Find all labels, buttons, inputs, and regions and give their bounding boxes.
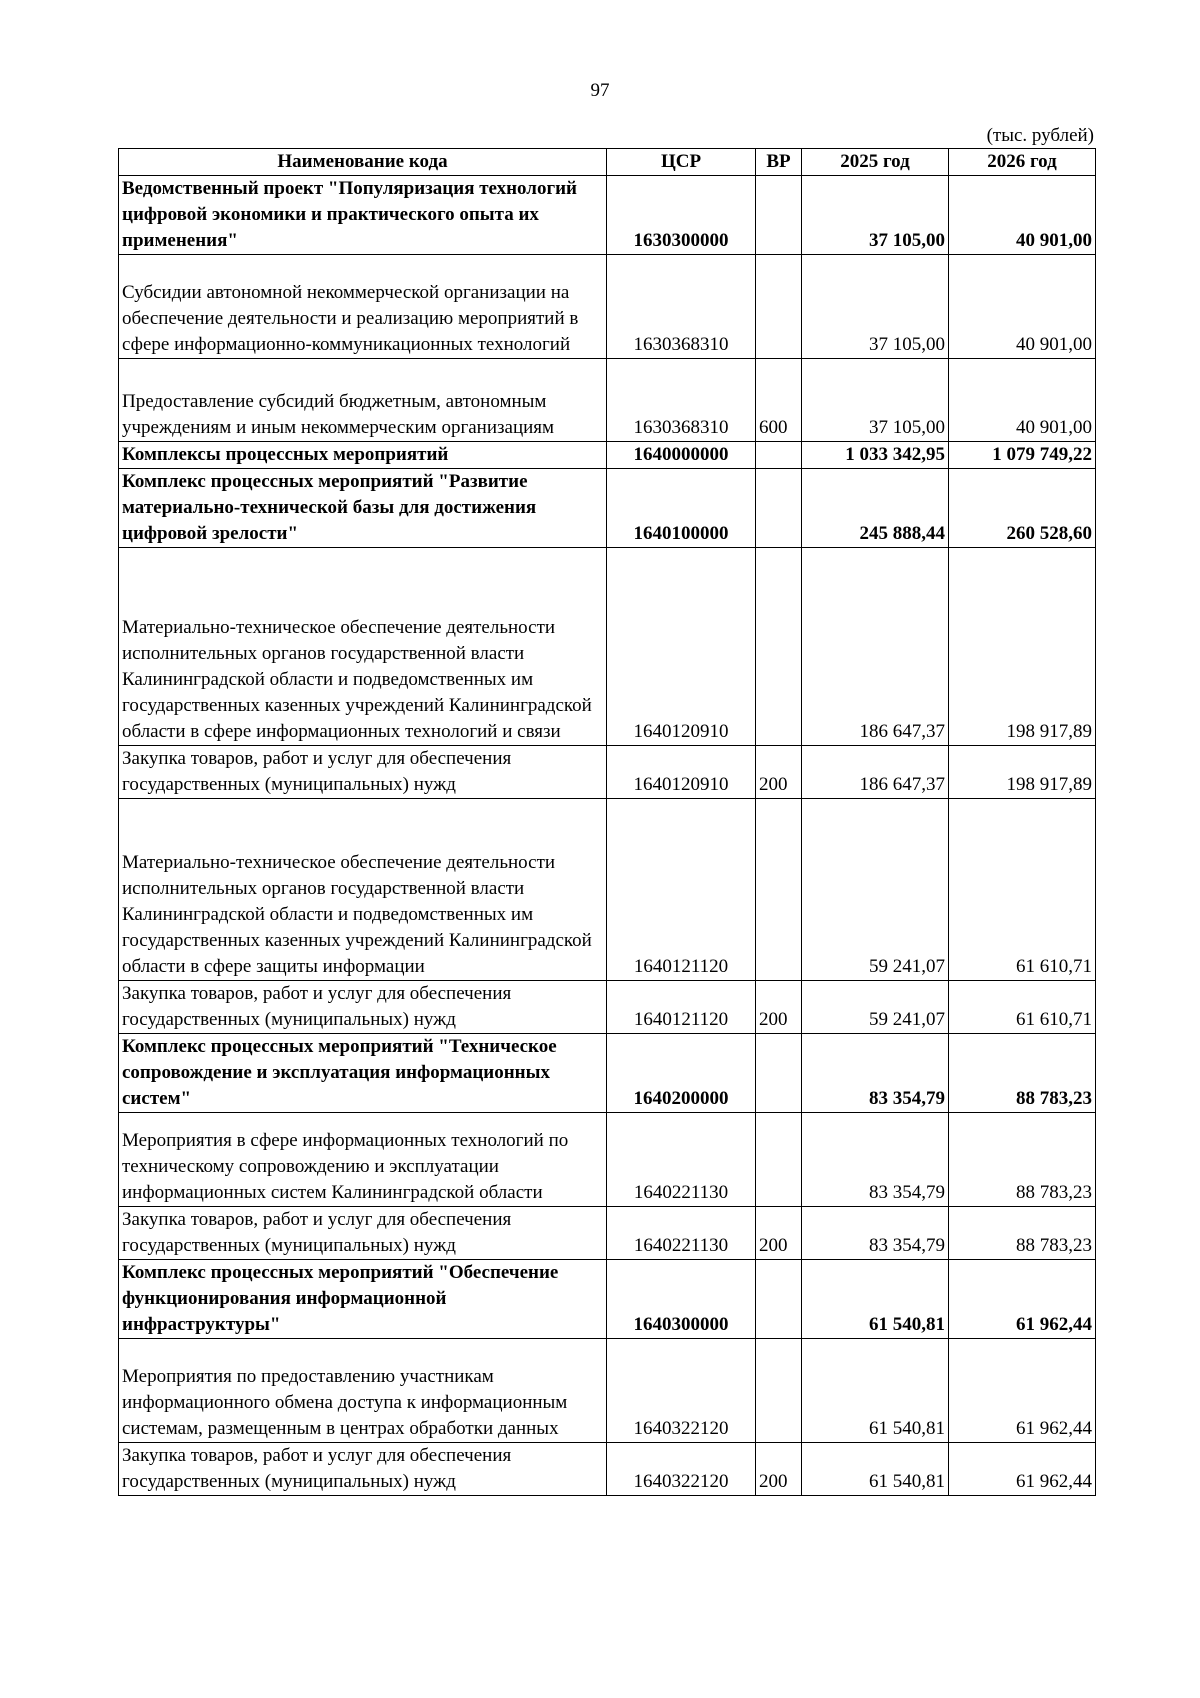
cell-2025: 186 647,37: [802, 548, 949, 746]
cell-name: Закупка товаров, работ и услуг для обеспечения государственных (муниципальных) нужд: [119, 1207, 607, 1260]
header-2025: 2025 год: [802, 149, 949, 176]
cell-name: Закупка товаров, работ и услуг для обеспечения государственных (муниципальных) нужд: [119, 981, 607, 1034]
cell-2025: 61 540,81: [802, 1339, 949, 1443]
cell-2026: 198 917,89: [949, 548, 1096, 746]
cell-csr: 1640322120: [607, 1443, 756, 1496]
cell-vr: [756, 1339, 802, 1443]
cell-name: Предоставление субсидий бюджетным, автономным учреждениям и иным некоммерческим организациям: [119, 359, 607, 442]
units-label: (тыс. рублей): [986, 125, 1094, 146]
table-row: [119, 442, 1096, 469]
cell-csr: 1640100000: [607, 469, 756, 548]
table-row: [119, 1034, 1096, 1113]
cell-2026: 88 783,23: [949, 1034, 1096, 1113]
cell-csr: 1640120910: [607, 746, 756, 799]
cell-name: Комплексы процессных мероприятий: [119, 442, 607, 469]
cell-name: Комплекс процессных мероприятий "Развитие материально-технической базы для достижения цифровой зрелости": [119, 469, 607, 548]
cell-2026: 40 901,00: [949, 359, 1096, 442]
cell-name: Материально-техническое обеспечение деятельности исполнительных органов государственной власти Калининградской области и подведомственных им государственных казенных учреждений Калининградской области в сфере защиты информации: [119, 799, 607, 981]
cell-vr: [756, 1113, 802, 1207]
cell-2025: 59 241,07: [802, 799, 949, 981]
cell-csr: 1640121120: [607, 799, 756, 981]
table-row: [119, 469, 1096, 548]
cell-2026: 61 962,44: [949, 1339, 1096, 1443]
cell-2026: 88 783,23: [949, 1113, 1096, 1207]
table-row: [119, 359, 1096, 442]
cell-csr: 1630300000: [607, 176, 756, 255]
table-row: [119, 746, 1096, 799]
cell-2026: 40 901,00: [949, 255, 1096, 359]
cell-2026: 88 783,23: [949, 1207, 1096, 1260]
cell-name: Ведомственный проект "Популяризация технологий цифровой экономики и практического опыта их применения": [119, 176, 607, 255]
cell-vr: 200: [756, 746, 802, 799]
cell-csr: 1630368310: [607, 255, 756, 359]
cell-csr: 1640221130: [607, 1207, 756, 1260]
cell-csr: 1640221130: [607, 1113, 756, 1207]
cell-csr: 1640121120: [607, 981, 756, 1034]
header-name: Наименование кода: [119, 149, 607, 176]
cell-vr: 200: [756, 981, 802, 1034]
header-vr: ВР: [756, 149, 802, 176]
cell-vr: [756, 176, 802, 255]
cell-2025: 61 540,81: [802, 1443, 949, 1496]
cell-name: Закупка товаров, работ и услуг для обеспечения государственных (муниципальных) нужд: [119, 1443, 607, 1496]
page-number: 97: [590, 80, 610, 101]
cell-2026: 61 962,44: [949, 1443, 1096, 1496]
cell-2025: 61 540,81: [802, 1260, 949, 1339]
cell-2026: 61 610,71: [949, 981, 1096, 1034]
cell-name: Материально-техническое обеспечение деятельности исполнительных органов государственной власти Калининградской области и подведомственных им государственных казенных учреждений Калининградской области в сфере информационных технологий и связи: [119, 548, 607, 746]
cell-2026: 61 962,44: [949, 1260, 1096, 1339]
cell-vr: [756, 799, 802, 981]
cell-2025: 186 647,37: [802, 746, 949, 799]
table-header-row: [119, 149, 1096, 176]
cell-2025: 37 105,00: [802, 359, 949, 442]
cell-name: Комплекс процессных мероприятий "Техническое сопровождение и эксплуатация информационных систем": [119, 1034, 607, 1113]
table-row: [119, 981, 1096, 1034]
table-row: [119, 255, 1096, 359]
cell-2026: 198 917,89: [949, 746, 1096, 799]
cell-vr: 200: [756, 1207, 802, 1260]
header-csr: ЦСР: [607, 149, 756, 176]
cell-2025: 59 241,07: [802, 981, 949, 1034]
table-row: [119, 799, 1096, 981]
cell-csr: 1640000000: [607, 442, 756, 469]
cell-vr: [756, 442, 802, 469]
table-row: [119, 1260, 1096, 1339]
cell-csr: 1640300000: [607, 1260, 756, 1339]
cell-2025: 83 354,79: [802, 1113, 949, 1207]
table-row: [119, 1339, 1096, 1443]
cell-2026: 260 528,60: [949, 469, 1096, 548]
table-row: [119, 1113, 1096, 1207]
table-row: [119, 1207, 1096, 1260]
cell-vr: [756, 1260, 802, 1339]
cell-vr: [756, 469, 802, 548]
cell-csr: 1640120910: [607, 548, 756, 746]
cell-csr: 1630368310: [607, 359, 756, 442]
cell-name: Субсидии автономной некоммерческой организации на обеспечение деятельности и реализацию мероприятий в сфере информационно-коммуникационных технологий: [119, 255, 607, 359]
cell-vr: 600: [756, 359, 802, 442]
cell-name: Мероприятия по предоставлению участникам информационного обмена доступа к информационным системам, размещенным в центрах обработки данных: [119, 1339, 607, 1443]
cell-2025: 83 354,79: [802, 1207, 949, 1260]
cell-2026: 40 901,00: [949, 176, 1096, 255]
cell-vr: 200: [756, 1443, 802, 1496]
cell-2025: 37 105,00: [802, 176, 949, 255]
cell-2025: 37 105,00: [802, 255, 949, 359]
cell-csr: 1640200000: [607, 1034, 756, 1113]
table-row: [119, 1443, 1096, 1496]
table-row: [119, 176, 1096, 255]
cell-vr: [756, 1034, 802, 1113]
cell-name: Мероприятия в сфере информационных технологий по техническому сопровождению и эксплуатации информационных систем Калининградской области: [119, 1113, 607, 1207]
cell-csr: 1640322120: [607, 1339, 756, 1443]
budget-table: [118, 148, 1096, 1496]
cell-name: Комплекс процессных мероприятий "Обеспечение функционирования информационной инфраструктуры": [119, 1260, 607, 1339]
cell-2026: 61 610,71: [949, 799, 1096, 981]
cell-vr: [756, 255, 802, 359]
cell-2026: 1 079 749,22: [949, 442, 1096, 469]
cell-name: Закупка товаров, работ и услуг для обеспечения государственных (муниципальных) нужд: [119, 746, 607, 799]
cell-vr: [756, 548, 802, 746]
cell-2025: 1 033 342,95: [802, 442, 949, 469]
cell-2025: 83 354,79: [802, 1034, 949, 1113]
table-row: [119, 548, 1096, 746]
header-2026: 2026 год: [949, 149, 1096, 176]
cell-2025: 245 888,44: [802, 469, 949, 548]
